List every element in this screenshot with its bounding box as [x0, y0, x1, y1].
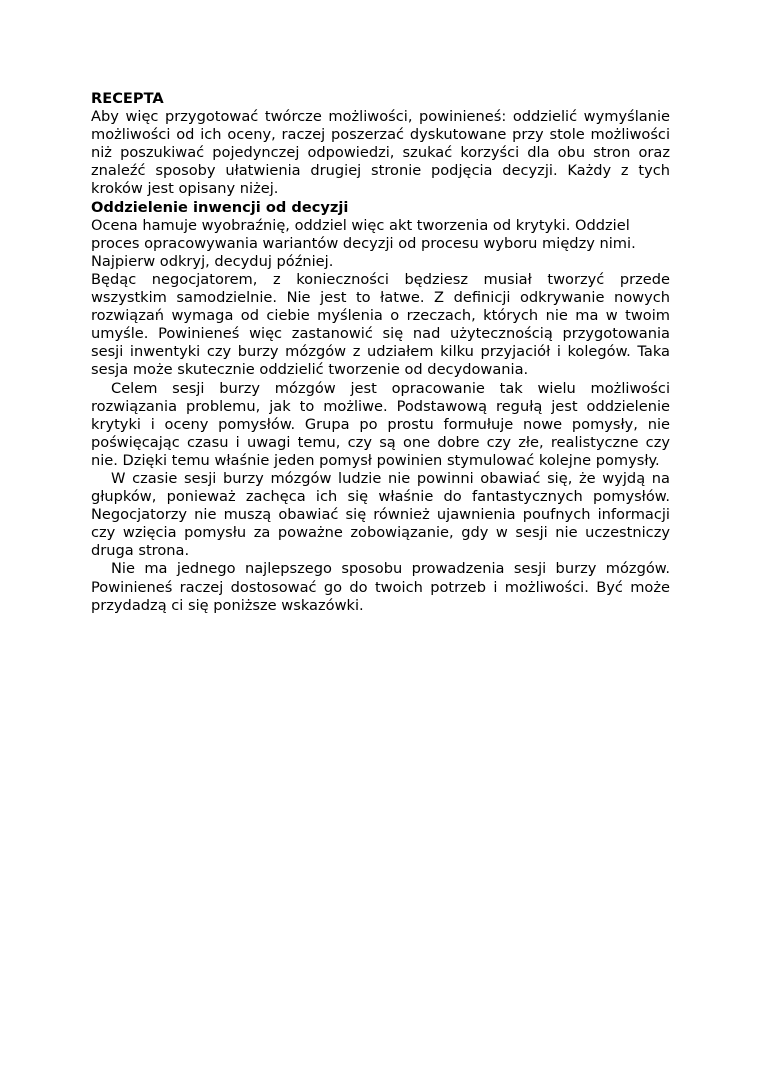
paragraph-evaluation: Ocena hamuje wyobraźnię, oddziel więc akt tworzenia od krytyki. Oddziel proces opracowywania wariantów decyzji od procesu wyboru między nimi. Najpierw odkryj, decyduj później. [91, 216, 636, 270]
section-heading-invention: Oddzielenie inwencji od decyzji [91, 198, 349, 216]
paragraph-intro: Aby więc przygotować twórcze możliwości, powinieneś: oddzielić wymyślanie możliwości od ich oceny, raczej poszerzać dyskutowane przy stole możliwości niż poszukiwać pojedynczej odpowiedzi, szukać korzyści dla obu stron oraz znaleźć sposoby ułatwienia drugiej stronie podjęcia decyzji. Każdy z tych kroków jest opisany niżej. [91, 108, 670, 198]
section-heading-recepta: RECEPTA [91, 90, 164, 107]
document-page [91, 90, 670, 615]
paragraph-brainstorm-goal: Celem sesji burzy mózgów jest opracowanie tak wielu możliwości rozwiązania problemu, jak to możliwe. Podstawową regułą jest oddzielenie krytyki i oceny pomysłów. Grupa po prostu formułuje nowe pomysły, nie poświęcając czasu i uwagi temu, czy są one dobre czy złe, realistyczne czy nie. Dzięki temu właśnie jeden pomysł powinien stymulować kolejne pomysły. [91, 379, 670, 469]
paragraph-brainstorm-fear: W czasie sesji burzy mózgów ludzie nie powinni obawiać się, że wyjdą na głupków, ponieważ zachęca ich się właśnie do fantastycznych pomysłów. Negocjatorzy nie muszą obawiać się również ujawnienia poufnych informacji czy wzięcia pomysłu za poważne zobowiązanie, gdy w sesji nie uczestniczy druga strona. [91, 469, 670, 560]
paragraph-negotiator: Będąc negocjatorem, z konieczności będziesz musiał tworzyć przede wszystkim samodzielnie. Nie jest to łatwe. Z definicji odkrywanie nowych rozwiązań wymaga od ciebie myślenia o rzeczach, których nie ma w twoim umyśle. Powinieneś więc zastanowić się nad użytecznością przygotowania sesji inwentyki czy burzy mózgów z udziałem kilku przyjaciół i kolegów. Taka sesja może skutecznie oddzielić tworzenie od decydowania. [91, 270, 670, 379]
paragraph-best-way: Nie ma jednego najlepszego sposobu prowadzenia sesji burzy mózgów. Powinieneś raczej dostosować go do twoich potrzeb i możliwości. Być może przydadzą ci się poniższe wskazówki. [91, 560, 670, 614]
